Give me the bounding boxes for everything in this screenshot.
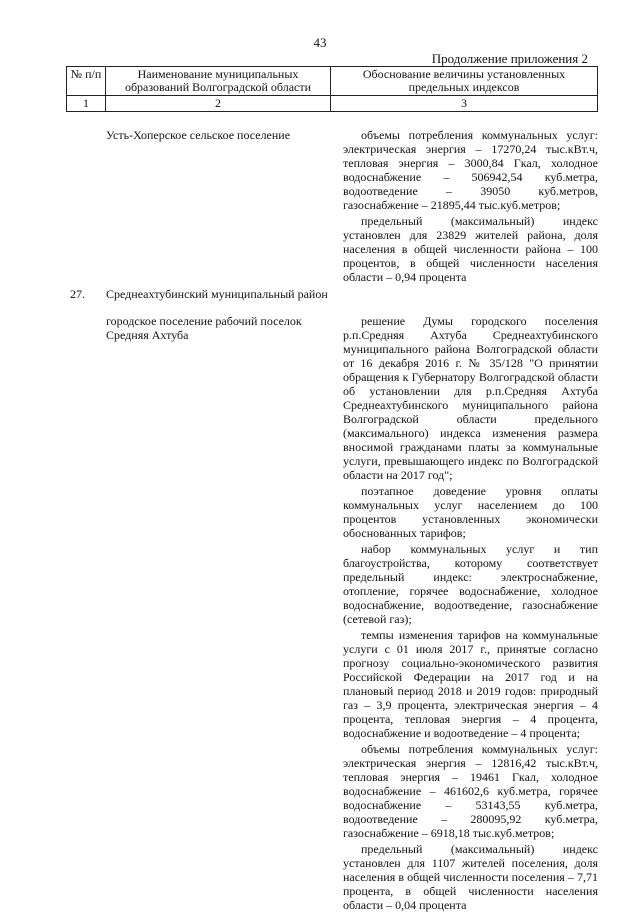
header-col-number: № п/п <box>67 67 106 96</box>
justification-paragraph: предельный (максимальный) индекс установлен для 23829 жителей района, доля населения в общей численности района – 100 процентов, в общей численности населения области – 0,94 процента <box>343 214 598 284</box>
municipality-name-1: Усть-Хоперское сельское поселение <box>106 128 291 142</box>
page-number: 43 <box>313 35 327 50</box>
justification-paragraph: набор коммунальных услуг и тип благоустройства, которому соответствует предельный индекс: электроснабжение, отопление, горячее водоснабжение, холодное водоснабжение, водоотведение, газоснабжение (сетевой газ); <box>343 542 598 626</box>
justification-block-2 <box>343 314 598 912</box>
continuation-label: Продолжение приложения 2 <box>431 51 588 66</box>
justification-paragraph: объемы потребления коммунальных услуг: электрическая энергия – 12816,42 тыс.кВт.ч, тепловая энергия – 19461 Гкал, холодное водоснабжение – 461602,6 куб.метра, горячее водоснабжение – 53143,55 куб.метра, водоотведение – 280095,92 куб.метра, газоснабжение – 6918,18 тыс.куб.метров; <box>343 742 598 840</box>
justification-paragraph: поэтапное доведение уровня оплаты коммунальных услуг населением до 100 процентов установленных экономически обоснованных тарифов; <box>343 484 598 540</box>
justification-paragraph: объемы потребления коммунальных услуг: электрическая энергия – 17270,24 тыс.кВт.ч, тепловая энергия – 3000,84 Гкал, холодное водоснабжение – 506942,54 куб.метра, водоотведение – 39050 куб.метров, газоснабжение – 21895,44 тыс.куб.метров; <box>343 128 598 212</box>
header-index-3: 3 <box>331 96 598 112</box>
municipality-name-2: городское поселение рабочий поселок Средняя Ахтуба <box>106 314 302 342</box>
justification-block-1 <box>343 128 598 284</box>
header-col-name: Наименование муниципальных образований Волгоградской области <box>106 67 331 96</box>
justification-paragraph: предельный (максимальный) индекс установлен для 1107 жителей поселения, доля населения в общей численности поселения – 7,71 процента, в общей численности населения области – 0,04 процента <box>343 842 598 912</box>
header-col-justification: Обоснование величины установленных предельных индексов <box>331 67 598 96</box>
header-index-row <box>67 96 598 112</box>
header-index-1: 1 <box>67 96 106 112</box>
justification-paragraph: темпы изменения тарифов на коммунальные услуги с 01 июля 2017 г., принятые согласно прогнозу социально-экономического развития Российской Федерации на 2017 год и на плановый период 2018 и 2019 годов: природный газ – 3,9 процента, электрическая энергия – 4 процента, тепловая энергия – 4 процента, водоснабжение и водоотведение – 4 процента; <box>343 628 598 740</box>
header-index-2: 2 <box>106 96 331 112</box>
header-row <box>67 67 598 96</box>
header-table <box>66 66 598 112</box>
district-title: Среднеахтубинский муниципальный район <box>106 287 328 301</box>
justification-paragraph: решение Думы городского поселения р.п.Средняя Ахтуба Среднеахтубинского муниципального района Волгоградской области от 16 декабря 2016 г. № 35/128 "О принятии обращения к Губернатору Волгоградской области об установлении для р.п.Средняя Ахтуба Среднеахтубинского муниципального района Волгоградской области предельного (максимального) индекса изменения размера вносимой гражданами платы за коммунальные услуги, превышающего индекс по Волгоградской области на 2017 год"; <box>343 314 598 482</box>
row-number-27: 27. <box>70 287 85 301</box>
